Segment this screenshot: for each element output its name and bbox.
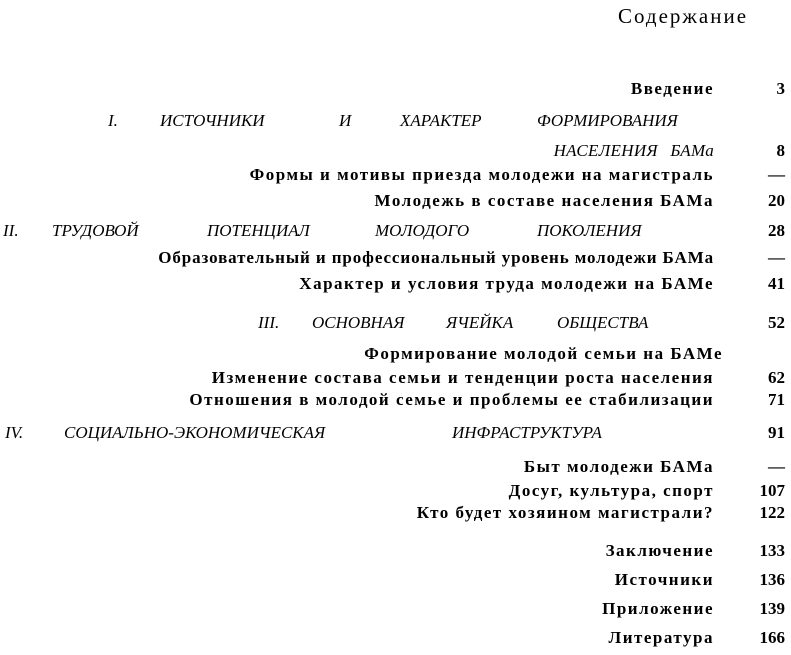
toc-entry-sources	[0, 568, 791, 592]
toc-entry-page: 139	[759, 599, 785, 618]
toc-entry-title: Формирование молодой семьи на БАМе	[364, 344, 723, 363]
toc-entry	[0, 501, 791, 525]
toc-chapter-2-heading	[0, 219, 791, 243]
toc-chapter-1-heading	[0, 109, 791, 133]
chapter-heading-word: ХАРАКТЕР	[400, 111, 482, 130]
toc-entry-page: 3	[776, 79, 785, 98]
toc-entry-title: Заключение	[605, 541, 714, 560]
chapter-heading-word: ОБЩЕСТВА	[557, 313, 649, 332]
toc-entry	[0, 246, 791, 270]
toc-entry-page: 28	[768, 221, 785, 240]
toc-entry-page: 122	[759, 503, 785, 522]
chapter-heading-word: ОСНОВНАЯ	[312, 313, 405, 332]
toc-entry-page: 133	[759, 541, 785, 560]
toc-entry-page: 71	[768, 390, 785, 409]
chapter-heading-word: И	[339, 111, 352, 130]
toc-chapter-4-heading	[0, 421, 791, 445]
toc-chapter-1-heading-cont	[0, 139, 791, 163]
toc-entry-page: 8	[776, 141, 785, 160]
chapter-heading-word: ФОРМИРОВАНИЯ	[537, 111, 678, 130]
toc-entry-title: НАСЕЛЕНИЯ БАМа	[553, 141, 714, 160]
toc-entry-title: Образовательный и профессиональный уровень молодежи БАМа	[158, 248, 714, 267]
toc-entry-title: Изменение состава семьи и тенденции роста населения	[211, 368, 714, 387]
chapter-roman-numeral: II.	[3, 221, 19, 240]
toc-entry-appendix	[0, 597, 791, 621]
page-title: Содержание	[618, 4, 749, 28]
toc-chapter-3-heading	[0, 311, 791, 335]
toc-entry-title: Молодежь в составе населения БАМа	[374, 191, 714, 210]
toc-entry-title: Источники	[614, 570, 714, 589]
toc-entry	[0, 189, 791, 213]
toc-entry-page: 41	[768, 274, 785, 293]
toc-entry-title: Быт молодежи БАМа	[523, 457, 714, 476]
toc-entry-title: Формы и мотивы приезда молодежи на магистраль	[249, 165, 714, 184]
chapter-heading-word: ТРУДОВОЙ	[52, 221, 139, 240]
toc-entry-page: —	[768, 248, 785, 267]
toc-entry-page: 52	[768, 313, 785, 332]
toc-entry-page: 20	[768, 191, 785, 210]
chapter-heading-word: СОЦИАЛЬНО-ЭКОНОМИЧЕСКАЯ	[64, 423, 326, 442]
chapter-heading-word: ПОКОЛЕНИЯ	[537, 221, 642, 240]
chapter-heading-word: ИСТОЧНИКИ	[160, 111, 265, 130]
toc-entry-page: —	[768, 165, 785, 184]
toc-entry	[0, 388, 791, 412]
toc-entry-page: 62	[768, 368, 785, 387]
toc-entry-conclusion	[0, 539, 791, 563]
toc-entry-introduction	[0, 77, 791, 101]
chapter-roman-numeral: I.	[108, 111, 118, 130]
chapter-roman-numeral: III.	[258, 313, 280, 332]
toc-entry	[0, 455, 791, 479]
chapter-roman-numeral: IV.	[5, 423, 24, 442]
toc-entry-title: Отношения в молодой семье и проблемы ее стабилизации	[189, 390, 714, 409]
toc-entry	[0, 342, 791, 366]
toc-entry-title: Литература	[608, 628, 714, 647]
toc-entry-page: 91	[768, 423, 785, 442]
toc-entry	[0, 163, 791, 187]
toc-entry-title: Введение	[630, 79, 714, 98]
chapter-heading-word: МОЛОДОГО	[375, 221, 470, 240]
toc-entry	[0, 479, 791, 503]
toc-entry-page: 136	[759, 570, 785, 589]
toc-entry-literature	[0, 626, 791, 650]
toc-entry	[0, 272, 791, 296]
toc-entry-title: Досуг, культура, спорт	[508, 481, 714, 500]
toc-entry-page: —	[768, 457, 785, 476]
toc-entry	[0, 366, 791, 390]
chapter-heading-word: ИНФРАСТРУКТУРА	[452, 423, 602, 442]
toc-entry-title: Характер и условия труда молодежи на БАМе	[299, 274, 714, 293]
toc-entry-page: 107	[759, 481, 785, 500]
toc-entry-page: 166	[759, 628, 785, 647]
chapter-heading-word: ЯЧЕЙКА	[446, 313, 514, 332]
toc-entry-title: Кто будет хозяином магистрали?	[416, 503, 714, 522]
toc-entry-title: Приложение	[602, 599, 714, 618]
chapter-heading-word: ПОТЕНЦИАЛ	[207, 221, 310, 240]
